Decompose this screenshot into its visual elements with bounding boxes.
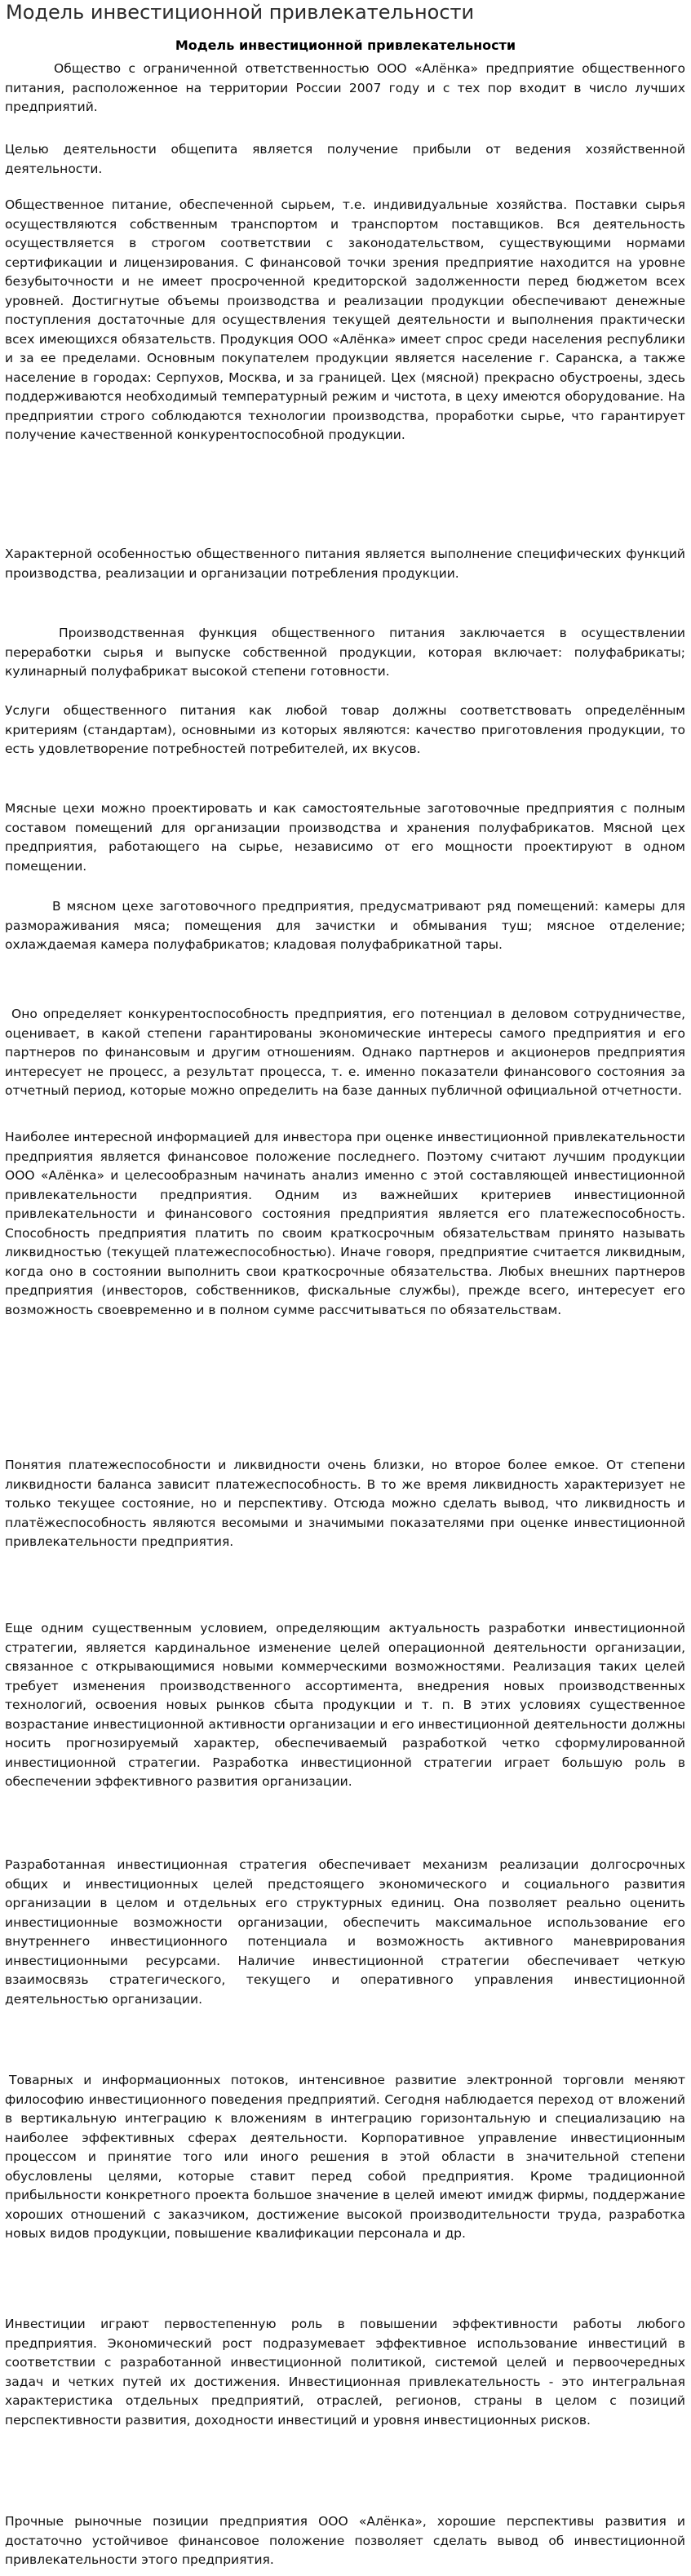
paragraph-production-function: Производственная функция общественного питания заключается в осуществлении переработки сырья и выпуске собственной продукции, которая включает: полуфабрикаты; кулинарный полуфабрикат высокой степени готовности. <box>5 626 685 679</box>
paragraph-meat-rooms: В мясном цехе заготовочного предприятия, предусматривают ряд помещений: камеры для размораживания мяса; помещения для зачистки и обмывания туш; мясное отделение; охлаждаемая камера полуфабрикатов; кладовая полуфабрикатной тары. <box>5 899 685 952</box>
paragraph-conclusion: Прочные рыночные позиции предприятия ООО «Алёнка», хорошие перспективы развития и достаточно устойчивое финансовое положение позволяет сделать вывод об инвестиционной привлекательности этого предприятия. <box>5 2514 685 2567</box>
paragraph-investor-info: Наиболее интересной информацией для инвестора при оценке инвестиционной привлекательности предприятия является финансовое положение последнего. Поэтому считают лучшим продукции ООО «Алёнка» и целесообразным начинать анализ именно с этой составляющей инвестиционной привлекательности предприятия. Одним из важнейших критериев инвестиционной привлекательности и финансового состояния предприятия является его платежеспособность. Способность предприятия платить по своим краткосрочным обязательствам принято называть ликвидностью (текущей платежеспособностью). Иначе говоря, предприятие считается ликвидным, когда оно в состоянии выполнить свои краткосрочные обязательства. Любых внешних партнеров предприятия (инвесторов, собственников, фискальные службы), прежде всего, интересует его возможность своевременно и в полном сумме рассчитываться по обязательствам. <box>5 1130 685 1317</box>
paragraph-flows: Товарных и информационных потоков, интенсивное развитие электронной торговли меняют философию инвестиционного поведения предприятий. Сегодня наблюдается переход от вложений в вертикальную интеграцию к вложениям в интеграцию горизонтальную и специализацию на наиболее эффективных сферах деятельности. Корпоративное управление инвестиционным процессом и принятие того или иного решения в этой области в значительной степени обусловлены целями, которые ставит перед собой предприятия. Кроме традиционной прибыльности конкретного проекта большое значение в целей имеют имидж фирмы, поддержание хороших отношений с заказчиком, достижение высокой производительности труда, разработка новых видов продукции, повышение квалификации персонала и др. <box>5 2073 685 2241</box>
paragraph-competitiveness: Оно определяет конкурентоспособность предприятия, его потенциал в деловом сотрудничестве, оценивает, в какой степени гарантированы экономические интересы самого предприятия и его партнеров по финансовым и другим отношениям. Однако партнеров и акционеров предприятия интересует не процесс, а результат процесса, т. е. именно показатели финансового состояния за отчетный период, которые можно определить на базе данных публичной официальной отчетности. <box>5 1007 685 1098</box>
paragraph-strategy-conditions: Еще одним существенным условием, определяющим актуальность разработки инвестиционной стратегии, является кардинальное изменение целей операционной деятельности организации, связанное с открывающимися новыми коммерческими возможностями. Реализация таких целей требует изменения производственного ассортимента, внедрения новых производственных технологий, освоения новых рынков сбыта продукции и т. п. В этих условиях существенное возрастание инвестиционной активности организации и его инвестиционной деятельности должны носить прогнозируемый характер, обеспечиваемый разработкой четко сформулированной инвестиционной стратегии. Разработка инвестиционной стратегии играет большую роль в обеспечении эффективного развития организации. <box>5 1621 685 1789</box>
paragraph-intro: Общество с ограниченной ответственностью ООО «Алёнка» предприятие общественного питания, расположенное на территории России 2007 году и с тех пор входит в число лучших предприятий. <box>5 61 685 114</box>
paragraph-liquidity: Понятия платежеспособности и ликвидности очень близки, но второе более емкое. От степени ликвидности баланса зависит платежеспособность. В то же время ликвидность характеризует не только текущее состояние, но и перспективу. Отсюда можно сделать вывод, что ликвидность и платёжеспособность являются весомыми и значимыми показателями при оценке инвестиционной привлекательности предприятия. <box>5 1458 685 1549</box>
paragraph-meat-shops: Мясные цехи можно проектировать и как самостоятельные заготовочные предприятия с полным составом помещений для организации производства и хранения полуфабрикатов. Мясной цех предприятия, работающего на сырье, независимо от его мощности проектируют в одном помещении. <box>5 801 685 874</box>
page-title: Модель инвестиционной привлекательности <box>6 1 475 24</box>
paragraph-services: Услуги общественного питания как любой товар должны соответствовать определённым критериям (стандартам), основными из которых являются: качество приготовления продукции, то есть удовлетворение потребностей потребителей, их вкусов. <box>5 703 685 756</box>
paragraph-goal: Целью деятельности общепита является получение прибыли от ведения хозяйственной деятельности. <box>5 142 685 176</box>
paragraph-investments: Инвестиции играют первостепенную роль в повышении эффективности работы любого предприятия. Экономический рост подразумевает эффективное использование инвестиций в соответствии с разработанной инвестиционной политикой, системой целей и первоочередных задач и четких путей их достижения. Инвестиционная привлекательность - это интегральная характеристика отдельных предприятий, отраслей, регионов, страны в целом с позиций перспективности развития, доходности инвестиций и уровня инвестиционных рисков. <box>5 2317 685 2428</box>
paragraph-features: Характерной особенностью общественного питания является выполнение специфических функций производства, реализации и организации потребления продукции. <box>5 547 685 581</box>
paragraph-production: Общественное питание, обеспеченной сырьем, т.е. индивидуальные хозяйства. Поставки сырья осуществляются собственным транспортом и транспортом поставщиков. Вся деятельность осуществляется в строгом соответствии с законодательством, существующими нормами сертификации и лицензирования. С финансовой точки зрения предприятие находится на уровне безубыточности и не имеет просроченной кредиторской задолженности перед бюджетом всех уровней. Достигнутые объемы производства и реализации продукции обеспечивают денежные поступления достаточные для осуществления текущей деятельности и выполнения практически всех имеющихся обязательств. Продукция ООО «Алёнка» имеет спрос среди населения республики и за ее пределами. Основным покупателем продукции является население г. Саранска, а также население в городах: Серпухов, Москва, и за границей. Цех (мясной) прекрасно обустроены, здесь поддерживаются необходимый температурный режим и чистота, в цеху имеются оборудование. На предприятии строго соблюдаются технологии производства, проработки сырье, что гарантирует получение качественной конкурентоспособной продукции. <box>5 197 685 442</box>
paragraph-developed-strategy: Разработанная инвестиционная стратегия обеспечивает механизм реализации долгосрочных общих и инвестиционных целей предстоящего экономического и социального развития организации в целом и отдельных его структурных единиц. Она позволяет реально оценить инвестиционные возможности организации, обеспечить максимальное использование его внутреннего инвестиционного потенциала и возможность активного маневрирования инвестиционными ресурсами. Наличие инвестиционной стратегии обеспечивает четкую взаимосвязь стратегического, текущего и оперативного управления инвестиционной деятельностью организации. <box>5 1857 685 2007</box>
document-heading: Модель инвестиционной привлекательности <box>175 38 516 53</box>
